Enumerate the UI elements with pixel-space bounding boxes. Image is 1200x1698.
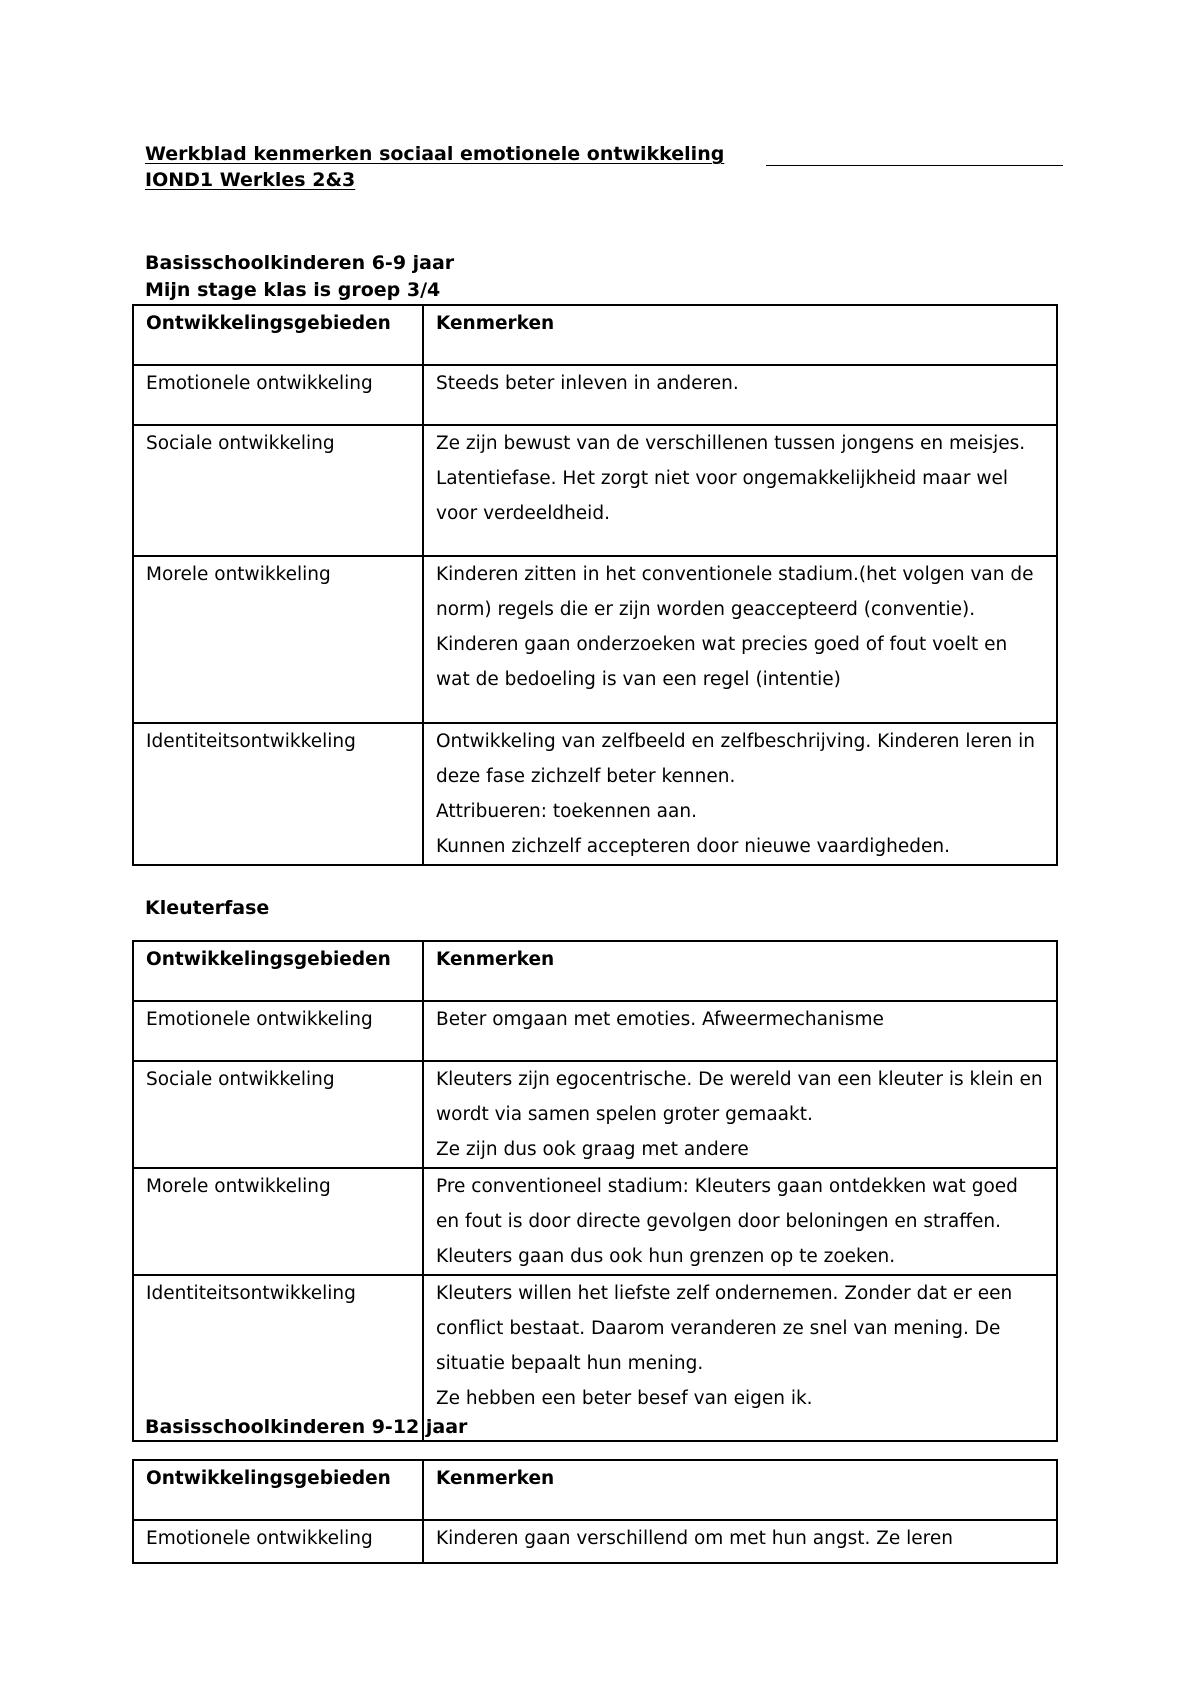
section-heading-kleuterfase: Kleuterfase [145,897,270,919]
section-heading-6-9: Basisschoolkinderen 6-9 jaar [145,252,455,274]
table-row [133,723,1057,865]
section-heading-9-12: Basisschoolkinderen 9-12 jaar [145,1416,468,1438]
row-area: Morele ontwikkeling [133,556,423,723]
row-area: Sociale ontwikkeling [133,1061,423,1168]
table-basisschool-9-12 [132,1459,1058,1564]
column-header-features: Kenmerken [423,305,1057,365]
row-features: Ontwikkeling van zelfbeeld en zelfbeschrijving. Kinderen leren in deze fase zichzelf beter kennen. Attribueren: toekennen aan. Kunnen zichzelf accepteren door nieuwe vaardigheden. [423,723,1057,865]
page-subtitle: IOND1 Werkles 2&3 [145,169,356,191]
table-row [133,1520,1057,1563]
page-title: Werkblad kenmerken sociaal emotionele ontwikkeling [145,143,725,165]
table-header-row [133,941,1057,1001]
row-area: Emotionele ontwikkeling [133,1520,423,1563]
row-features: Kinderen zitten in het conventionele stadium.(het volgen van de norm) regels die er zijn worden geaccepteerd (conventie). Kinderen gaan onderzoeken wat precies goed of fout voelt en wat de bedoeling is van een regel (intentie) [423,556,1057,723]
column-header-features: Kenmerken [423,1460,1057,1520]
row-features: Ze zijn bewust van de verschillenen tussen jongens en meisjes. Latentiefase. Het zorgt niet voor ongemakkelijkheid maar wel voor verdeeldheid. [423,425,1057,556]
table-kleuterfase [132,940,1058,1442]
row-features: Pre conventioneel stadium: Kleuters gaan ontdekken wat goed en fout is door directe gevolgen door beloningen en straffen. Kleuters gaan dus ook hun grenzen op te zoeken. [423,1168,1057,1275]
row-features: Beter omgaan met emoties. Afweermechanisme [423,1001,1057,1061]
row-features: Kleuters zijn egocentrische. De wereld van een kleuter is klein en wordt via samen spelen groter gemaakt. Ze zijn dus ook graag met andere [423,1061,1057,1168]
table-basisschool-6-9 [132,304,1058,866]
table-row [133,365,1057,425]
title-underline-rule [766,165,1063,166]
row-area: Emotionele ontwikkeling [133,365,423,425]
row-features: Kinderen gaan verschillend om met hun angst. Ze leren [423,1520,1057,1563]
row-area: Morele ontwikkeling [133,1168,423,1275]
table-row [133,1001,1057,1061]
row-features: Steeds beter inleven in anderen. [423,365,1057,425]
row-area: Identiteitsontwikkeling [133,1275,423,1441]
table-row [133,425,1057,556]
table-row [133,1168,1057,1275]
row-area: Sociale ontwikkeling [133,425,423,556]
column-header-area: Ontwikkelingsgebieden [133,941,423,1001]
row-area: Emotionele ontwikkeling [133,1001,423,1061]
column-header-area: Ontwikkelingsgebieden [133,305,423,365]
table-row [133,1061,1057,1168]
section-subheading-stage-class: Mijn stage klas is groep 3/4 [145,279,441,301]
column-header-area: Ontwikkelingsgebieden [133,1460,423,1520]
table-header-row [133,305,1057,365]
table-header-row [133,1460,1057,1520]
column-header-features: Kenmerken [423,941,1057,1001]
table-row [133,556,1057,723]
row-area: Identiteitsontwikkeling [133,723,423,865]
row-features: Kleuters willen het liefste zelf ondernemen. Zonder dat er een conflict bestaat. Daarom veranderen ze snel van mening. De situatie bepaalt hun mening. Ze hebben een beter besef van eigen ik. [423,1275,1057,1441]
